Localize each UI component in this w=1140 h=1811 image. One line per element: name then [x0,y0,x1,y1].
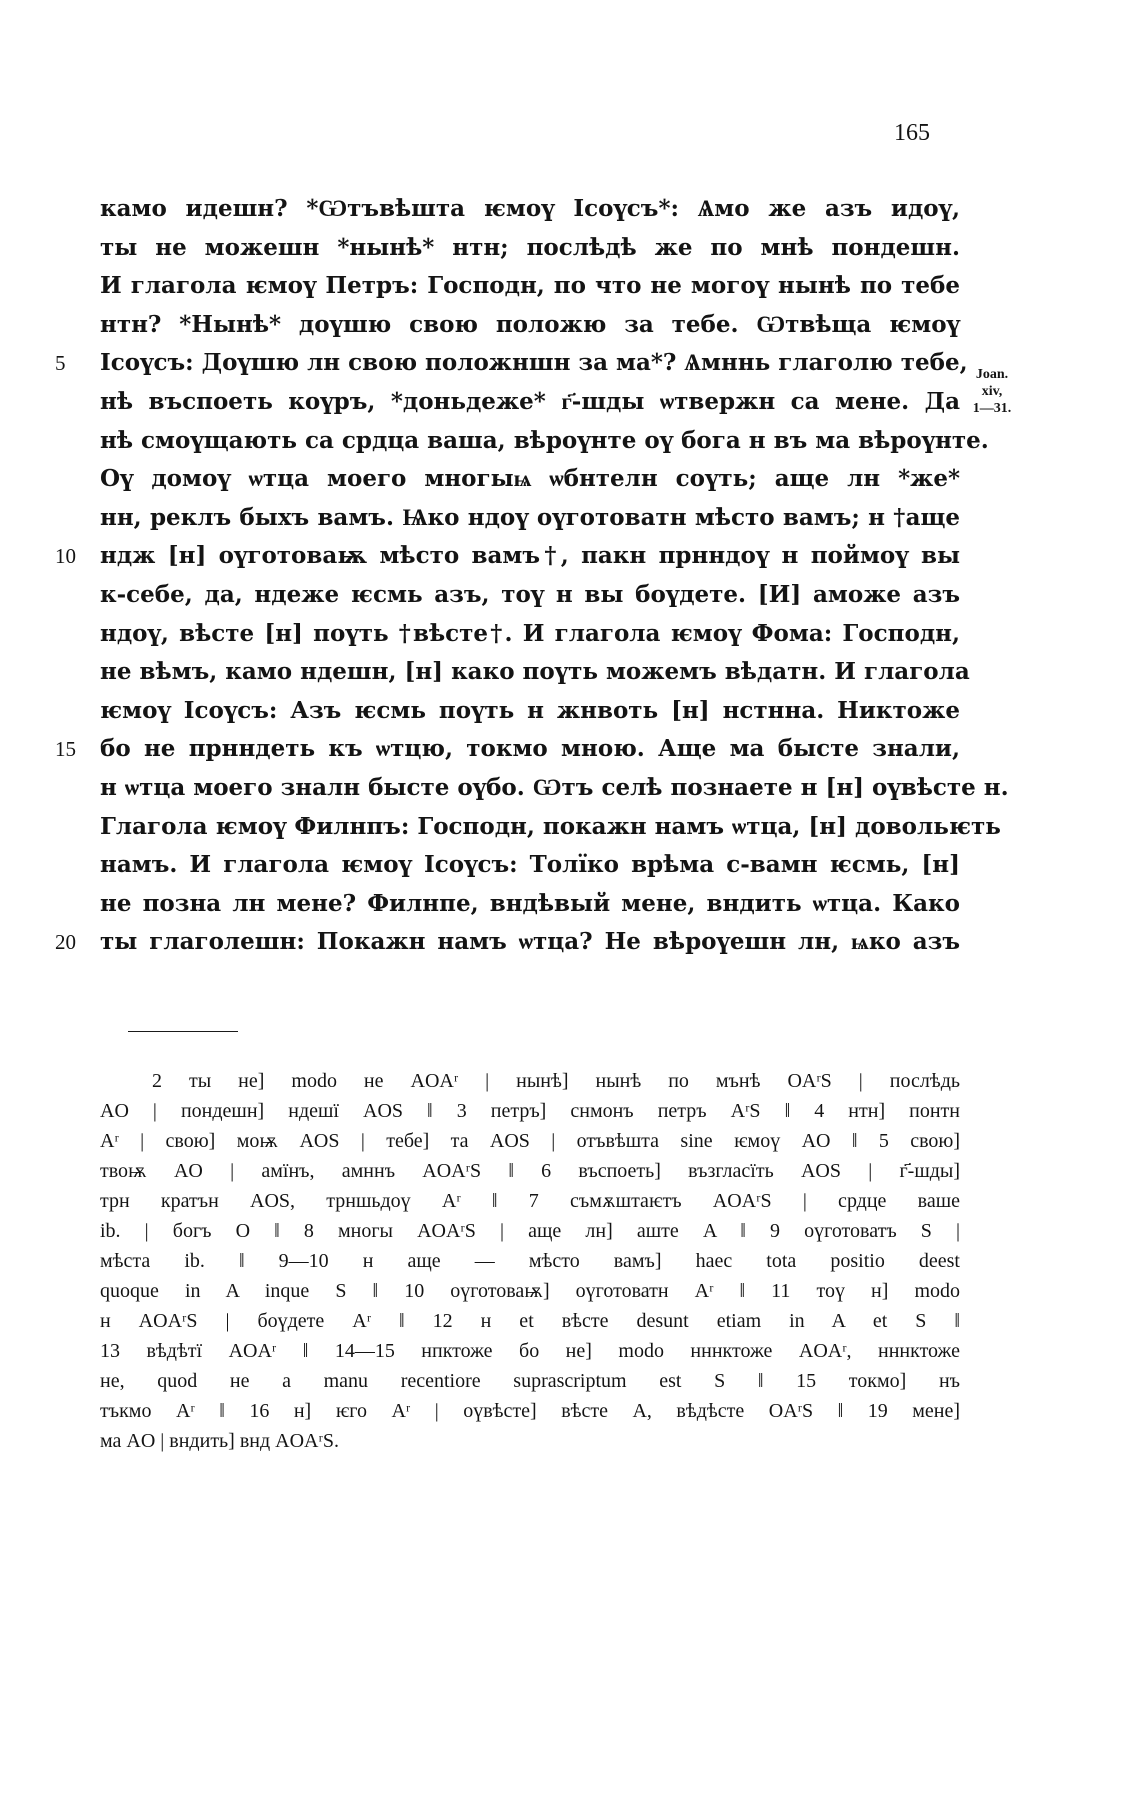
line-text: к-себе, да, ндеже ѥсмь азъ, тоү н вы боүдете. [И] аможе азъ [100,580,960,608]
line-text: Ісоүсъ: Доүшю лн свою положншн за ма*? Ѧмннь глаголю тебе, [100,349,968,377]
apparatus-line: AO | пондешн] ндешї AOS ‖ 3 петръ] снмонъ петръ AʳS ‖ 4 нтн] понтн [100,1100,960,1122]
text-line [100,267,960,306]
line-text: нн, реклъ быхъ вамъ. Ѩко ндоү оүготоватн мѣсто вамъ; н †аще [100,503,960,531]
footnote-rule [128,1031,238,1032]
apparatus-line: мѣста ib. ‖ 9—10 н аще — мѣсто вамъ] haec tota positio deest [100,1250,960,1272]
margin-book: Joan. [975,367,1009,382]
text-line [100,229,960,268]
text-line [100,808,1001,847]
text-line [55,344,968,383]
text-line [55,730,960,769]
apparatus-line: не, quod не a manu recentiore suprascriptum est S ‖ 15 токмо] нъ [100,1370,960,1392]
line-text: ѥмоү Ісоүсъ: Азъ ѥсмь поүть н жнвоть [н] нстнна. Никтоже [100,696,960,724]
line-number: 5 [55,351,66,376]
apparatus-line: твоѭ AO | амїнъ, амннъ AOAʳS ‖ 6 въспоеть] възгласїть AOS | г҃-шды] [100,1160,960,1182]
text-line [55,923,960,962]
text-line [100,460,960,499]
text-line [100,422,989,461]
text-line [100,653,970,692]
apparatus-line: 13 вѣдѣтї AOAʳ ‖ 14—15 нпктоже бо не] modo нннктоже AOAʳ, нннктоже [100,1340,960,1362]
line-text: ты глаголешн: Покажн намъ ѡтца? Не вѣроүешн лн, ѩко азъ [100,928,960,956]
text-line [100,306,960,345]
line-text: нѣ въспоеть коүръ, *доньдеже* г҃-шды ѡтвержн са мене. Да [100,387,960,415]
line-text: ндж [н] оүготоваѭ мѣсто вамъ†, пакн прнндоү н поймоү вы [100,542,960,570]
text-line [100,383,960,422]
line-text: Оү домоү ѡтца моего многыѩ ѡбнтелн соүть; аще лн *же* [100,465,960,493]
line-text: нѣ смоүщають са срдца ваша, вѣроүнте оү бога н въ ма вѣроүнте. [100,426,989,454]
text-line [55,537,960,576]
text-line [100,576,960,615]
apparatus-line: трн кратън AOS, трншьдоү Aʳ ‖ 7 съмѫштаѥтъ AOAʳS | срдце ваше [100,1190,960,1212]
line-text: И глагола ѥмоү Петръ: Господн, по что не могоү нынѣ по тебе [100,272,960,300]
margin-verses: 1—31. [972,401,1012,416]
apparatus-line: Aʳ | свою] моѭ AOS | тебе] та AOS | отъвѣшта sine ѥмоү AO ‖ 5 свою] [100,1130,960,1152]
apparatus-line: quoque in A inque S ‖ 10 оүготоваѭ] оүготоватн Aʳ ‖ 11 тоү н] modo [100,1280,960,1302]
line-number: 15 [55,737,76,762]
line-text: нтн? *Нынѣ* доүшю свою положю за тебе. Ѡтвѣща ѥмоү [100,310,960,338]
apparatus-line: тъкмо Aʳ ‖ 16 н] ѥго Aʳ | оүвѣсте] вѣсте A, вѣдѣсте OAʳS ‖ 19 мене] [100,1400,960,1422]
line-number: 10 [55,544,76,569]
text-line [100,692,960,731]
line-text: ндоү, вѣсте [н] поүть †вѣсте†. И глагола ѥмоү Фома: Господн, [100,619,960,647]
apparatus-line: н AOAʳS | боүдете Aʳ ‖ 12 н et вѣсте desunt etiam in A et S ‖ [100,1310,960,1332]
text-line [100,769,1009,808]
apparatus-line: ма AO | вндить] внд AOAʳS. [100,1430,339,1452]
line-text: ты не можешн *нынѣ* нтн; послѣдѣ же по мнѣ пондешн. [100,233,960,261]
text-line [100,846,960,885]
page-number: 165 [894,120,930,146]
line-text: камо идешн? *Ѡтъвѣштa ѥмоү Ісоүсъ*: Ѧмо же азъ идоү, [100,195,960,222]
margin-chapter: xiv, [981,384,1003,399]
text-line [100,615,960,654]
apparatus-line: 2 ты не] modo не AOAʳ | нынѣ] нынѣ по мънѣ OAʳS | послѣдь [152,1070,960,1092]
margin-reference [967,366,1017,417]
line-text: бо не прнндеть къ ѡтцю, токмо мною. Аще ма бысте знали, [100,735,960,763]
line-number: 20 [55,930,76,955]
line-text: не вѣмъ, камо ндешн, [н] како поүть можемъ вѣдатн. И глагола [100,658,970,686]
line-text: Глагола ѥмоү Филнпъ: Господн, покажн намъ ѡтца, [н] довольѥть [100,812,1001,840]
line-text: н ѡтца моего зналн бысте оүбо. Ѡтъ селѣ познаете н [н] оүвѣсте н. [100,773,1009,801]
text-line [100,885,960,924]
apparatus-line: ib. | богъ O ‖ 8 многы AOAʳS | аще лн] аште A ‖ 9 оүготоватъ S | [100,1220,960,1242]
text-line [100,190,960,229]
line-text: намъ. И глагола ѥмоү Ісоүсъ: Толїко врѣма с-вамн ѥсмь, [н] [100,851,960,879]
line-text: не позна лн мене? Филнпе, вндѣвый мене, вндить ѡтца. Како [100,889,960,917]
text-line [100,499,960,538]
critical-apparatus [100,1066,960,1456]
